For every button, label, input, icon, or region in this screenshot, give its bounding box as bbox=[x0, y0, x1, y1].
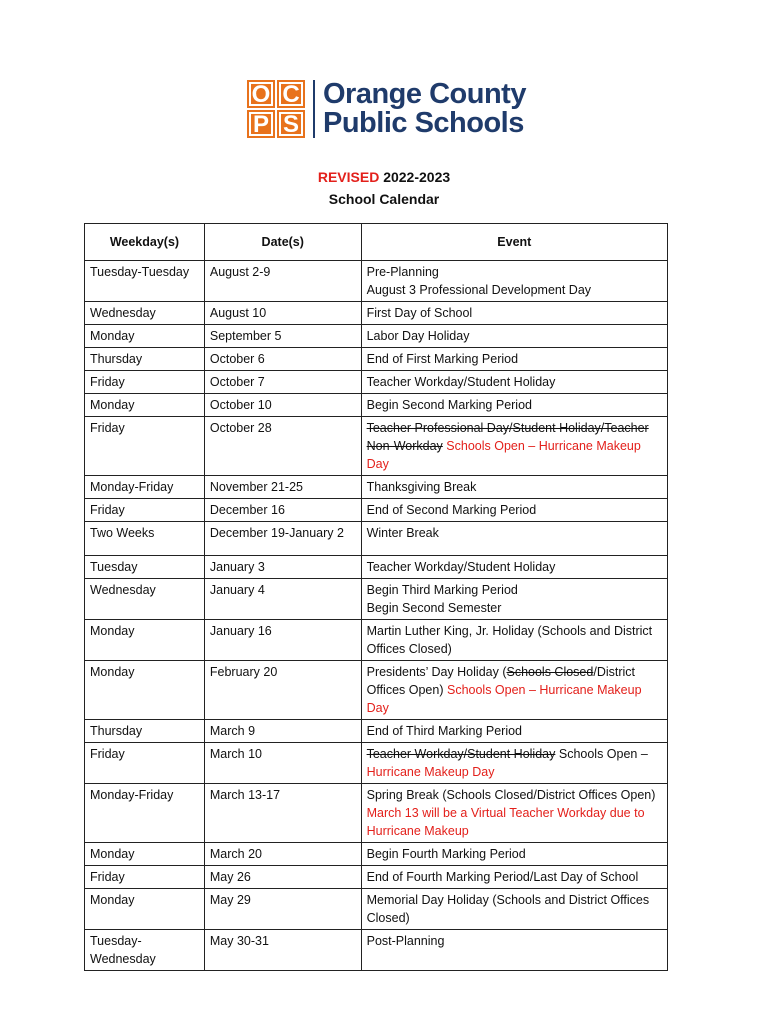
logo-divider bbox=[313, 80, 315, 138]
weekday-cell: Monday bbox=[85, 661, 205, 720]
event-cell: Post-Planning bbox=[361, 930, 667, 971]
revised-event-text: Hurricane Makeup Day bbox=[366, 765, 495, 779]
weekday-cell: Friday bbox=[85, 743, 205, 784]
weekday-cell: Tuesday bbox=[85, 556, 205, 579]
event-cell: Teacher Workday/Student Holiday bbox=[361, 556, 667, 579]
table-row bbox=[85, 476, 668, 499]
event-cell: First Day of School bbox=[361, 302, 667, 325]
struck-event-text: Teacher Workday/Student Holiday bbox=[366, 747, 556, 761]
date-cell: January 4 bbox=[204, 579, 361, 620]
weekday-cell: Friday bbox=[85, 417, 205, 476]
weekday-cell: Two Weeks bbox=[85, 522, 205, 556]
table-row bbox=[85, 348, 668, 371]
struck-event-text: Schools Closed bbox=[506, 665, 594, 679]
weekday-cell: Wednesday bbox=[85, 579, 205, 620]
logo-letter-c: C bbox=[277, 80, 305, 108]
logo-line-1: Orange County bbox=[323, 78, 526, 110]
weekday-cell: Friday bbox=[85, 866, 205, 889]
event-cell: Begin Fourth Marking Period bbox=[361, 843, 667, 866]
weekday-cell: Monday-Friday bbox=[85, 476, 205, 499]
document-title bbox=[0, 166, 768, 210]
weekday-cell: Thursday bbox=[85, 720, 205, 743]
weekday-cell: Monday bbox=[85, 620, 205, 661]
date-cell: January 16 bbox=[204, 620, 361, 661]
date-cell: October 7 bbox=[204, 371, 361, 394]
date-cell: February 20 bbox=[204, 661, 361, 720]
date-cell: May 29 bbox=[204, 889, 361, 930]
event-cell: Labor Day Holiday bbox=[361, 325, 667, 348]
date-cell: September 5 bbox=[204, 325, 361, 348]
table-row bbox=[85, 866, 668, 889]
event-cell: End of Fourth Marking Period/Last Day of School bbox=[361, 866, 667, 889]
date-cell: November 21-25 bbox=[204, 476, 361, 499]
table-row bbox=[85, 620, 668, 661]
event-text: Spring Break (Schools Closed/District Offices Open) bbox=[366, 788, 656, 802]
date-cell: March 10 bbox=[204, 743, 361, 784]
logo-letter-s: S bbox=[277, 110, 305, 138]
revised-event-text: Schools Open – Hurricane Makeup Day bbox=[366, 683, 642, 715]
revised-event-text: Schools Open – Hurricane Makeup Day bbox=[366, 439, 641, 471]
table-row bbox=[85, 302, 668, 325]
weekday-cell: Monday bbox=[85, 325, 205, 348]
event-text: Schools Open – bbox=[558, 747, 648, 761]
weekday-cell: Friday bbox=[85, 499, 205, 522]
date-cell: May 30-31 bbox=[204, 930, 361, 971]
table-row bbox=[85, 417, 668, 476]
logo-letter-p: P bbox=[247, 110, 275, 138]
date-cell: October 6 bbox=[204, 348, 361, 371]
event-line: Begin Third Marking Period bbox=[366, 583, 518, 597]
weekday-cell: Monday bbox=[85, 889, 205, 930]
table-row bbox=[85, 743, 668, 784]
event-cell bbox=[361, 579, 667, 620]
revised-label: REVISED bbox=[317, 169, 380, 185]
event-text: Presidents’ Day Holiday ( bbox=[366, 665, 507, 679]
school-year: 2022-2023 bbox=[383, 169, 451, 185]
weekday-cell: Friday bbox=[85, 371, 205, 394]
ocps-logo-mark bbox=[247, 80, 305, 138]
table-row bbox=[85, 556, 668, 579]
weekday-cell: Thursday bbox=[85, 348, 205, 371]
logo-wordmark bbox=[323, 80, 526, 138]
date-cell: December 16 bbox=[204, 499, 361, 522]
table-row bbox=[85, 930, 668, 971]
table-row bbox=[85, 499, 668, 522]
date-cell: March 20 bbox=[204, 843, 361, 866]
table-row bbox=[85, 661, 668, 720]
event-cell: End of First Marking Period bbox=[361, 348, 667, 371]
event-cell bbox=[361, 743, 667, 784]
table-header-row bbox=[85, 224, 668, 261]
date-cell: March 13-17 bbox=[204, 784, 361, 843]
weekday-cell: Monday bbox=[85, 394, 205, 417]
date-cell: August 2-9 bbox=[204, 261, 361, 302]
event-line: Begin Second Semester bbox=[366, 601, 502, 615]
event-cell bbox=[361, 661, 667, 720]
date-cell: December 19-January 2 bbox=[204, 522, 361, 556]
event-cell: End of Third Marking Period bbox=[361, 720, 667, 743]
weekday-cell: Tuesday-Tuesday bbox=[85, 261, 205, 302]
event-cell: Winter Break bbox=[361, 522, 667, 556]
event-cell: Memorial Day Holiday (Schools and District Offices Closed) bbox=[361, 889, 667, 930]
title-line bbox=[0, 166, 768, 188]
event-cell: Begin Second Marking Period bbox=[361, 394, 667, 417]
weekday-cell: Monday bbox=[85, 843, 205, 866]
table-row bbox=[85, 720, 668, 743]
struck-event-text: Teacher Professional Day/Student Holiday/Teacher Non-Workday bbox=[366, 421, 649, 453]
weekday-cell: Tuesday-Wednesday bbox=[85, 930, 205, 971]
event-cell bbox=[361, 261, 667, 302]
weekday-cell: Wednesday bbox=[85, 302, 205, 325]
header-event: Event bbox=[361, 224, 667, 261]
weekday-cell: Monday-Friday bbox=[85, 784, 205, 843]
date-cell: January 3 bbox=[204, 556, 361, 579]
date-cell: October 28 bbox=[204, 417, 361, 476]
header-weekday: Weekday(s) bbox=[85, 224, 205, 261]
event-cell bbox=[361, 417, 667, 476]
table-row bbox=[85, 371, 668, 394]
event-cell: Martin Luther King, Jr. Holiday (Schools and District Offices Closed) bbox=[361, 620, 667, 661]
table-row bbox=[85, 325, 668, 348]
table-row bbox=[85, 579, 668, 620]
calendar-table bbox=[84, 223, 668, 971]
event-cell bbox=[361, 784, 667, 843]
event-cell: Thanksgiving Break bbox=[361, 476, 667, 499]
event-cell: Teacher Workday/Student Holiday bbox=[361, 371, 667, 394]
logo-letter-o: O bbox=[247, 80, 275, 108]
event-text: /District Offices Open) bbox=[366, 665, 636, 697]
ocps-logo bbox=[247, 80, 526, 138]
logo-line-2: Public Schools bbox=[323, 107, 524, 139]
event-line: August 3 Professional Development Day bbox=[366, 283, 592, 297]
table-row bbox=[85, 784, 668, 843]
table-row bbox=[85, 261, 668, 302]
table-row bbox=[85, 522, 668, 556]
table-row bbox=[85, 843, 668, 866]
event-cell: End of Second Marking Period bbox=[361, 499, 667, 522]
event-line: Pre-Planning bbox=[366, 265, 439, 279]
table-row bbox=[85, 889, 668, 930]
date-cell: May 26 bbox=[204, 866, 361, 889]
calendar-subtitle: School Calendar bbox=[328, 191, 440, 207]
table-row bbox=[85, 394, 668, 417]
header-date: Date(s) bbox=[204, 224, 361, 261]
revised-event-text: March 13 will be a Virtual Teacher Workday due to Hurricane Makeup bbox=[366, 806, 645, 838]
date-cell: March 9 bbox=[204, 720, 361, 743]
date-cell: August 10 bbox=[204, 302, 361, 325]
date-cell: October 10 bbox=[204, 394, 361, 417]
